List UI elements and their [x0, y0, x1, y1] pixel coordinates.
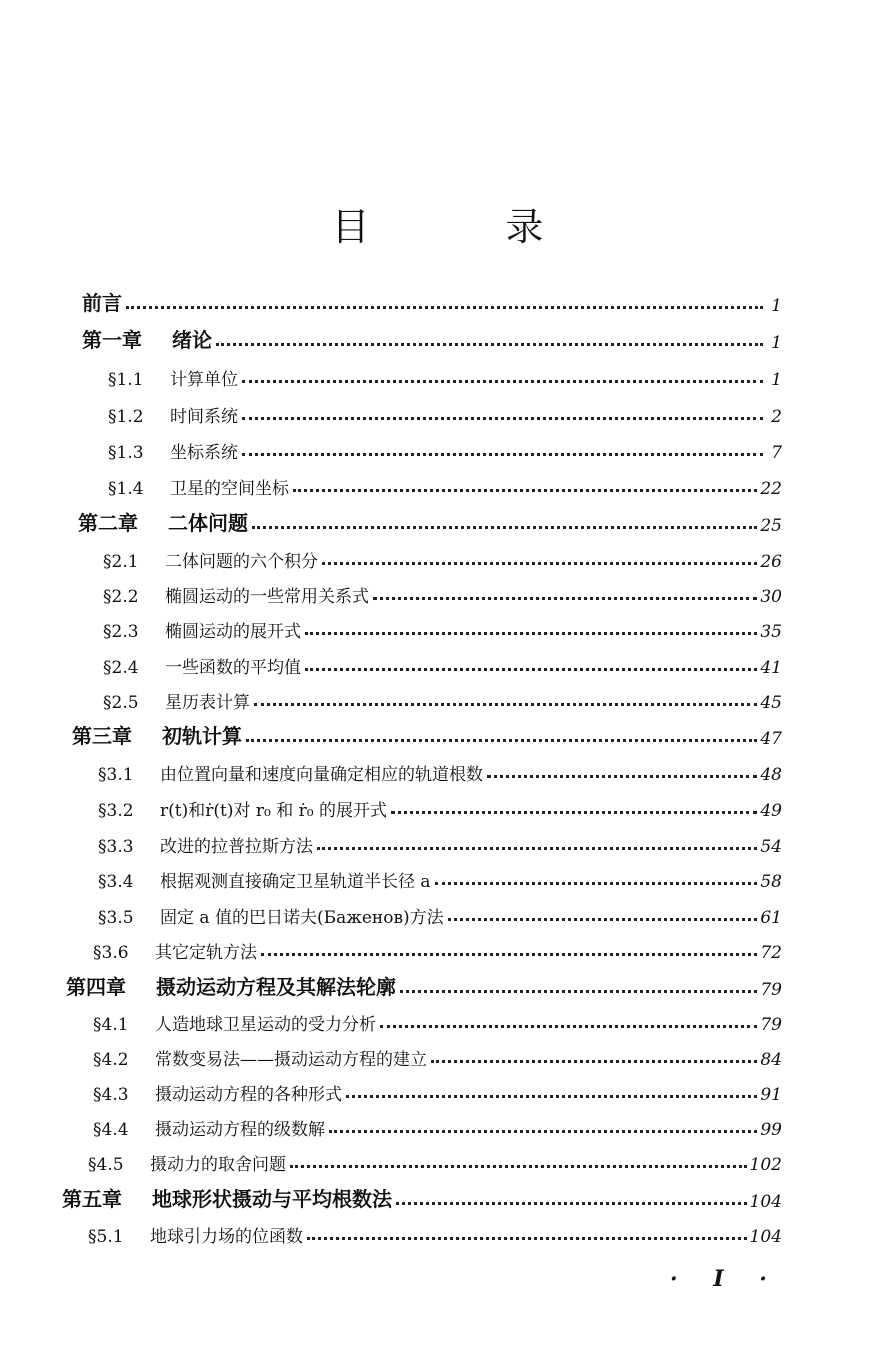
toc-entry-title: 计算单位: [170, 370, 238, 390]
toc-section-number: §1.2: [108, 407, 144, 427]
toc-page-number: 45: [760, 693, 782, 713]
toc-page-number: 104: [749, 1227, 782, 1247]
toc-entry-title: 根据观测直接确定卫星轨道半长径 a: [160, 872, 431, 892]
toc-chapter-row: [82, 282, 782, 316]
toc-section-number: §3.1: [98, 765, 134, 785]
toc-entry-title: 固定 a 值的巴日诺夫(Баженов)方法: [160, 908, 444, 928]
toc-section-row: [93, 1001, 782, 1035]
toc-chapter-number: 第三章: [72, 724, 132, 748]
toc-section-number: §4.3: [93, 1085, 129, 1105]
toc-section-number: §3.3: [98, 837, 134, 857]
toc-section-row: [93, 929, 782, 963]
toc-entry-title: 摄动运动方程的各种形式: [155, 1085, 342, 1105]
toc-page-number: 54: [760, 837, 782, 857]
toc-section-number: §3.2: [98, 801, 134, 821]
toc-chapter-row: [78, 502, 782, 536]
toc-section-number: §1.3: [108, 443, 144, 463]
toc-entry-title: 地球引力场的位函数: [150, 1227, 303, 1247]
toc-leader-dots: [305, 632, 757, 635]
toc-leader-dots: [448, 918, 758, 921]
toc-leader-dots: [290, 1165, 747, 1168]
toc-entry-title: 初轨计算: [162, 724, 242, 748]
toc-leader-dots: [346, 1095, 757, 1098]
toc-entry-title: 二体问题: [168, 511, 248, 535]
toc-section-row: [98, 823, 782, 857]
toc-entry-title: 由位置向量和速度向量确定相应的轨道根数: [160, 765, 483, 785]
toc-section-row: [98, 787, 782, 821]
toc-page-number: 99: [760, 1120, 782, 1140]
toc-leader-dots: [242, 453, 763, 456]
toc-chapter-number: 第一章: [82, 328, 142, 352]
toc-section-number: §2.3: [103, 622, 139, 642]
toc-section-number: §2.2: [103, 587, 139, 607]
toc-entry-title: r(t)和ṙ(t)对 r₀ 和 ṙ₀ 的展开式: [160, 801, 387, 821]
toc-section-number: §3.4: [98, 872, 134, 892]
toc-section-number: §3.5: [98, 908, 134, 928]
toc-entry-title: 绪论: [172, 328, 212, 352]
toc-leader-dots: [317, 847, 757, 850]
toc-chapter-row: [72, 715, 782, 749]
toc-section-row: [88, 1213, 782, 1247]
toc-leader-dots: [242, 380, 763, 383]
toc-page-number: 7: [771, 443, 782, 463]
toc-entry-title: 摄动力的取舍问题: [150, 1155, 286, 1175]
toc-section-number: §2.4: [103, 658, 139, 678]
toc-page-number: 61: [760, 908, 782, 928]
toc-leader-dots: [307, 1237, 747, 1240]
toc-leader-dots: [431, 1060, 757, 1063]
toc-leader-dots: [246, 739, 757, 742]
toc-section-row: [108, 429, 782, 463]
toc-page-number: 49: [760, 801, 782, 821]
toc-section-number: §2.5: [103, 693, 139, 713]
toc-section-row: [88, 1141, 782, 1175]
toc-entry-title: 星历表计算: [165, 693, 250, 713]
toc-leader-dots: [216, 343, 763, 346]
toc-page-number: 102: [749, 1155, 782, 1175]
toc-chapter-row: [82, 319, 782, 353]
toc-page-number: 2: [771, 407, 782, 427]
toc-page-number: 26: [760, 552, 782, 572]
toc-section-number: §2.1: [103, 552, 139, 572]
toc-section-number: §4.2: [93, 1050, 129, 1070]
toc-entry-title: 常数变易法——摄动运动方程的建立: [155, 1050, 427, 1070]
toc-entry-title: 二体问题的六个积分: [165, 552, 318, 572]
toc-section-row: [108, 393, 782, 427]
toc-leader-dots: [126, 306, 763, 309]
toc-page-number: 41: [760, 658, 782, 678]
toc-page-number: 35: [760, 622, 782, 642]
toc-page-number: 22: [760, 479, 782, 499]
toc-entry-title: 卫星的空间坐标: [170, 479, 289, 499]
toc-entry-title: 一些函数的平均值: [165, 658, 301, 678]
toc-leader-dots: [380, 1025, 757, 1028]
toc-leader-dots: [322, 562, 757, 565]
toc-entry-title: 前言: [82, 291, 122, 315]
toc-entry-title: 摄动运动方程及其解法轮廓: [156, 975, 396, 999]
toc-page-number: 30: [760, 587, 782, 607]
toc-leader-dots: [487, 775, 757, 778]
toc-page-number: 47: [760, 729, 782, 749]
toc-section-row: [93, 1106, 782, 1140]
toc-entry-title: 地球形状摄动与平均根数法: [152, 1187, 392, 1211]
toc-section-row: [103, 538, 782, 572]
toc-section-number: §4.5: [88, 1155, 124, 1175]
toc-page-number: 91: [760, 1085, 782, 1105]
toc-leader-dots: [373, 597, 757, 600]
toc-section-row: [108, 356, 782, 390]
toc-section-number: §5.1: [88, 1227, 124, 1247]
toc-section-number: §1.4: [108, 479, 144, 499]
toc-entry-title: 人造地球卫星运动的受力分析: [155, 1015, 376, 1035]
toc-leader-dots: [252, 526, 757, 529]
toc-page-number: 1: [771, 370, 782, 390]
toc-page-number: 1: [771, 333, 782, 353]
toc-entry-title: 其它定轨方法: [155, 943, 257, 963]
page-title: 目 录: [331, 205, 606, 249]
toc-leader-dots: [293, 489, 757, 492]
toc-entry-title: 摄动运动方程的级数解: [155, 1120, 325, 1140]
toc-page-number: 1: [771, 296, 782, 316]
toc-page-number: 79: [760, 980, 782, 1000]
toc-page-number: 84: [760, 1050, 782, 1070]
toc-section-row: [108, 465, 782, 499]
toc-leader-dots: [329, 1130, 757, 1133]
toc-section-row: [93, 1071, 782, 1105]
toc-page-number: 58: [760, 872, 782, 892]
toc-page-number: 79: [760, 1015, 782, 1035]
toc-section-row: [103, 608, 782, 642]
toc-leader-dots: [261, 953, 757, 956]
toc-section-number: §1.1: [108, 370, 144, 390]
toc-leader-dots: [254, 703, 757, 706]
toc-leader-dots: [400, 990, 757, 993]
toc-section-number: §3.6: [93, 943, 129, 963]
toc-page-number: 48: [760, 765, 782, 785]
toc-chapter-number: 第二章: [78, 511, 138, 535]
toc-section-number: §4.1: [93, 1015, 129, 1035]
toc-section-row: [93, 1036, 782, 1070]
page-number-footer: · I ·: [670, 1266, 781, 1292]
toc-section-row: [103, 573, 782, 607]
toc-section-row: [103, 644, 782, 678]
toc-section-row: [103, 679, 782, 713]
toc-entry-title: 改进的拉普拉斯方法: [160, 837, 313, 857]
toc-leader-dots: [435, 882, 758, 885]
toc-page-number: 72: [760, 943, 782, 963]
toc-chapter-number: 第四章: [66, 975, 126, 999]
toc-chapter-row: [62, 1178, 782, 1212]
toc-leader-dots: [391, 811, 757, 814]
toc-leader-dots: [396, 1202, 747, 1205]
toc-page-number: 104: [749, 1192, 782, 1212]
toc-chapter-row: [66, 966, 782, 1000]
toc-page-number: 25: [760, 516, 782, 536]
toc-leader-dots: [305, 668, 757, 671]
toc-entry-title: 椭圆运动的一些常用关系式: [165, 587, 369, 607]
toc-entry-title: 椭圆运动的展开式: [165, 622, 301, 642]
toc-section-row: [98, 751, 782, 785]
toc-leader-dots: [242, 417, 763, 420]
toc-section-row: [98, 858, 782, 892]
toc-section-number: §4.4: [93, 1120, 129, 1140]
toc-section-row: [98, 894, 782, 928]
toc-entry-title: 坐标系统: [170, 443, 238, 463]
toc-chapter-number: 第五章: [62, 1187, 122, 1211]
toc-entry-title: 时间系统: [170, 407, 238, 427]
